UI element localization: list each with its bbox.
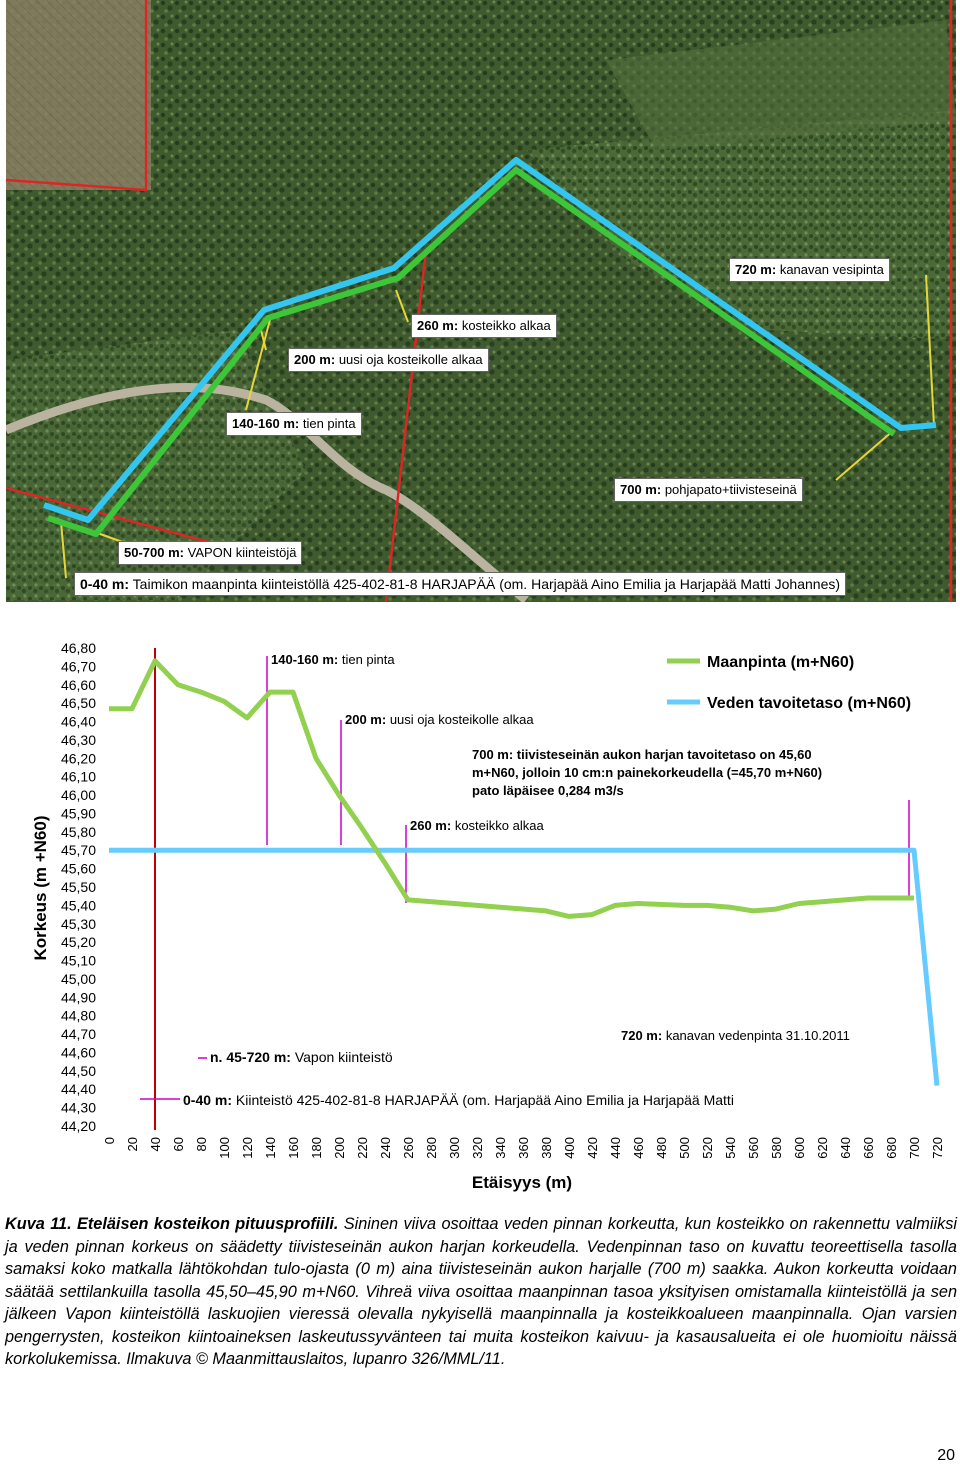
- legend: [667, 654, 911, 712]
- x-tick-label: 540: [723, 1137, 738, 1159]
- chart-label-700-l3: pato läpäisee 0,284 m3/s: [472, 783, 624, 798]
- caption-title: Kuva 11. Eteläisen kosteikon pituusprofiili.: [5, 1215, 339, 1233]
- y-tick-label: 46,80: [60, 640, 96, 656]
- chart-label-200: 200 m: uusi oja kosteikolle alkaa: [345, 712, 534, 727]
- y-tick-label: 45,50: [60, 879, 96, 895]
- y-tick-label: 44,70: [60, 1026, 96, 1043]
- x-tick-label: 700: [907, 1137, 922, 1159]
- x-tick-label: 300: [447, 1137, 462, 1159]
- y-tick-label: 46,40: [60, 713, 96, 730]
- y-tick-label: 45,90: [60, 805, 96, 822]
- x-tick-label: 620: [815, 1137, 830, 1159]
- y-tick-label: 45,80: [60, 823, 96, 840]
- x-tick-label: 260: [401, 1137, 416, 1159]
- legend-water: Veden tavoitetaso (m+N60): [707, 695, 912, 712]
- chart-label-720: 720 m: kanavan vedenpinta 31.10.2011: [621, 1028, 850, 1043]
- x-tick-label: 380: [539, 1137, 554, 1159]
- y-tick-label: 44,90: [60, 989, 96, 1006]
- y-tick-label: 45,30: [60, 915, 96, 932]
- x-tick-label: 600: [792, 1137, 807, 1159]
- chart-label-700-l1: 700 m: tiivisteseinän aukon harjan tavoitetaso on 45,60: [472, 747, 812, 762]
- aerial-photo: [6, 0, 956, 602]
- chart-label-45: n. 45-720 m: Vapon kiinteistö: [210, 1049, 393, 1065]
- y-tick-label: 45,40: [60, 897, 96, 914]
- y-axis-labels: [61, 640, 96, 1134]
- y-tick-label: 45,10: [60, 952, 96, 969]
- y-tick-label: 46,50: [60, 695, 96, 712]
- x-tick-label: 520: [700, 1137, 715, 1159]
- x-tick-label: 280: [424, 1137, 439, 1159]
- x-axis-labels: [102, 1137, 945, 1159]
- profile-chart: [0, 615, 960, 1200]
- aerial-label-140: 140-160 m: tien pinta: [226, 412, 362, 436]
- y-tick-label: 45,60: [60, 860, 96, 877]
- x-tick-label: 640: [838, 1137, 853, 1159]
- y-tick-label: 45,00: [60, 970, 96, 987]
- x-tick-label: 100: [217, 1137, 232, 1159]
- x-tick-label: 120: [240, 1137, 255, 1159]
- y-tick-label: 45,70: [60, 842, 96, 859]
- x-tick-label: 680: [884, 1137, 899, 1159]
- x-tick-label: 20: [125, 1137, 140, 1152]
- y-tick-label: 46,70: [60, 658, 96, 675]
- aerial-label-260: 260 m: kosteikko alkaa: [411, 314, 557, 338]
- aerial-label-700: 700 m: pohjapato+tiivisteseinä: [614, 478, 803, 502]
- x-tick-label: 660: [861, 1137, 876, 1159]
- x-tick-label: 40: [148, 1137, 163, 1152]
- x-tick-label: 60: [171, 1137, 186, 1152]
- x-tick-label: 0: [102, 1137, 117, 1145]
- x-tick-label: 420: [585, 1137, 600, 1159]
- x-tick-label: 320: [470, 1137, 485, 1159]
- x-tick-label: 560: [746, 1137, 761, 1159]
- caption-text: Sininen viiva osoittaa veden pinnan korkeutta, kun kosteikko on rakennettu valmiiksi ja veden pinnan korkeus on säädetty tiivisteseinän aukon harjan korkeudella. Vedenpinnan taso on kuvattu teoreettisella tasolla samaksi koko matkalla lähtökohdan tulo-ojasta (0 m) aina tiivisteseinän aukon harjalle (700 m) saakka. Aukon korkeutta voidaan säätää settilankuilla tasolla 45,50–45,90 m+N60. Vihreä viiva osoittaa maanpinnan tasoa yksityisen omistamalla kiinteistöllä ja sen jälkeen Vapon kiinteistöllä laskuojien vieressä olevalla nykyisellä maanpinnalla ja kosteikkoalueen maanpinnalla. Ojan varsien pengerrysten, kosteikon kiintoaineksen laskeutussyvänteen tai muita kosteikon kaivuu- ja kasausalueita ei ole huomioitu näissä korkolukemissa. Ilmakuva © Maanmittauslaitos, lupanro 326/MML/11.: [5, 1215, 957, 1368]
- aerial-label-50: 50-700 m: VAPON kiinteistöjä: [118, 541, 302, 565]
- x-tick-label: 140: [263, 1137, 278, 1159]
- y-tick-label: 44,20: [60, 1118, 96, 1134]
- x-tick-label: 460: [631, 1137, 646, 1159]
- y-tick-label: 46,60: [60, 676, 96, 693]
- x-tick-label: 440: [608, 1137, 623, 1159]
- x-tick-label: 200: [332, 1137, 347, 1159]
- aerial-label-720: 720 m: kanavan vesipinta: [729, 258, 890, 282]
- aerial-label-0: 0-40 m: Taimikon maanpinta kiinteistöllä 425-402-81-8 HARJAPÄÄ (om. Harjapää Aino Emilia ja Harjapää Matti Johannes): [74, 572, 846, 596]
- x-tick-label: 400: [562, 1137, 577, 1159]
- x-tick-label: 340: [493, 1137, 508, 1159]
- y-axis-title: Korkeus (m +N60): [31, 815, 50, 961]
- x-tick-label: 180: [309, 1137, 324, 1159]
- x-tick-label: 220: [355, 1137, 370, 1159]
- legend-ground: Maanpinta (m+N60): [707, 654, 855, 671]
- y-tick-label: 46,00: [60, 787, 96, 804]
- y-tick-label: 44,40: [60, 1081, 96, 1098]
- figure-caption: [5, 1213, 957, 1371]
- y-tick-label: 45,20: [60, 934, 96, 951]
- x-tick-label: 720: [930, 1137, 945, 1159]
- x-tick-label: 160: [286, 1137, 301, 1159]
- y-tick-label: 44,50: [60, 1062, 96, 1079]
- x-tick-label: 80: [194, 1137, 209, 1152]
- x-tick-label: 500: [677, 1137, 692, 1159]
- y-tick-label: 44,30: [60, 1099, 96, 1116]
- chart-label-140: 140-160 m: tien pinta: [271, 652, 395, 667]
- x-tick-label: 240: [378, 1137, 393, 1159]
- x-tick-label: 480: [654, 1137, 669, 1159]
- aerial-label-200: 200 m: uusi oja kosteikolle alkaa: [288, 348, 489, 372]
- y-tick-label: 44,80: [60, 1007, 96, 1024]
- chart-label-700-l2: m+N60, jolloin 10 cm:n painekorkeudella (=45,70 m+N60): [472, 765, 823, 780]
- x-tick-label: 580: [769, 1137, 784, 1159]
- y-tick-label: 46,10: [60, 768, 96, 785]
- y-tick-label: 46,20: [60, 750, 96, 767]
- y-tick-label: 44,60: [60, 1044, 96, 1061]
- chart-label-260: 260 m: kosteikko alkaa: [410, 818, 544, 833]
- x-axis-title: Etäisyys (m): [471, 1173, 573, 1192]
- x-tick-label: 360: [516, 1137, 531, 1159]
- y-tick-label: 46,30: [60, 731, 96, 748]
- chart-label-0: 0-40 m: Kiinteistö 425-402-81-8 HARJAPÄÄ (om. Harjapää Aino Emilia ja Harjapää Matti: [183, 1092, 734, 1108]
- page-number: 20: [937, 1447, 955, 1464]
